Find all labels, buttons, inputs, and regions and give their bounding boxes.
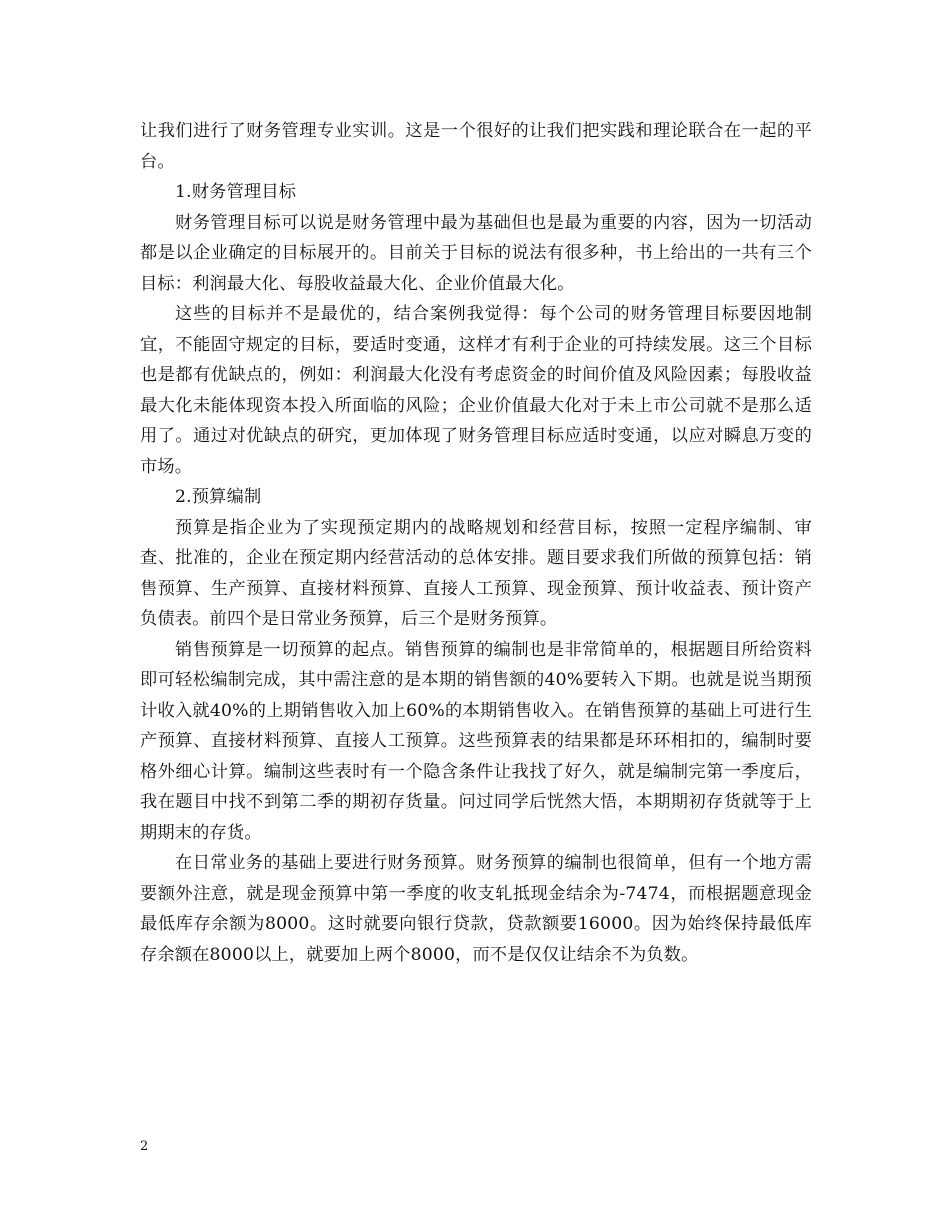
document-body [140, 116, 812, 970]
paragraph-continuation: 让我们进行了财务管理专业实训。这是一个很好的让我们把实践和理论联合在一起的平台。 [140, 121, 812, 172]
paragraph-financial-budget: 在日常业务的基础上要进行财务预算。财务预算的编制也很简单，但有一个地方需要额外注意，就是现金预算中第一季度的收支轧抵现金结余为-7474，而根据题意现金最低库存余额为8000。这时就要向银行贷款，贷款额要16000。因为始终保持最低库存余额在8000以上，就要加上两个8000，而不是仅仅让结余不为负数。 [140, 853, 812, 965]
page-number: 2 [140, 1139, 149, 1154]
paragraph-budget-definition: 预算是指企业为了实现预定期内的战略规划和经营目标，按照一定程序编制、审查、批准的，企业在预定期内经营活动的总体安排。题目要求我们所做的预算包括：销售预算、生产预算、直接材料预算、直接人工预算、现金预算、预计收益表、预计资产负债表。前四个是日常业务预算，后三个是财务预算。 [140, 517, 812, 629]
section-heading-budget: 2.预算编制 [175, 487, 262, 507]
paragraph-financial-goal-analysis: 这些的目标并不是最优的，结合案例我觉得：每个公司的财务管理目标要因地制宜，不能固守规定的目标，要适时变通，这样才有利于企业的可持续发展。这三个目标也是都有优缺点的，例如：利润最大化没有考虑资金的时间价值及风险因素；每股收益最大化未能体现资本投入所面临的风险；企业价值最大化对于未上市公司就不是那么适用了。通过对优缺点的研究，更加体现了财务管理目标应适时变通，以应对瞬息万变的市场。 [140, 304, 812, 477]
paragraph-sales-budget: 销售预算是一切预算的起点。销售预算的编制也是非常简单的，根据题目所给资料即可轻松编制完成，其中需注意的是本期的销售额的40%要转入下期。也就是说当期预计收入就40%的上期销售收入加上60%的本期销售收入。在销售预算的基础上可进行生产预算、直接材料预算、直接人工预算。这些预算表的结果都是环环相扣的，编制时要格外细心计算。编制这些表时有一个隐含条件让我找了好久，就是编制完第一季度后，我在题目中找不到第二季的期初存货量。问过同学后恍然大悟，本期期初存货就等于上期期末的存货。 [140, 639, 812, 843]
section-heading-financial-goal: 1.财务管理目标 [175, 182, 297, 202]
paragraph-financial-goal-intro: 财务管理目标可以说是财务管理中最为基础但也是最为重要的内容，因为一切活动都是以企业确定的目标展开的。目前关于目标的说法有很多种，书上给出的一共有三个目标：利润最大化、每股收益最大化、企业价值最大化。 [140, 212, 812, 294]
